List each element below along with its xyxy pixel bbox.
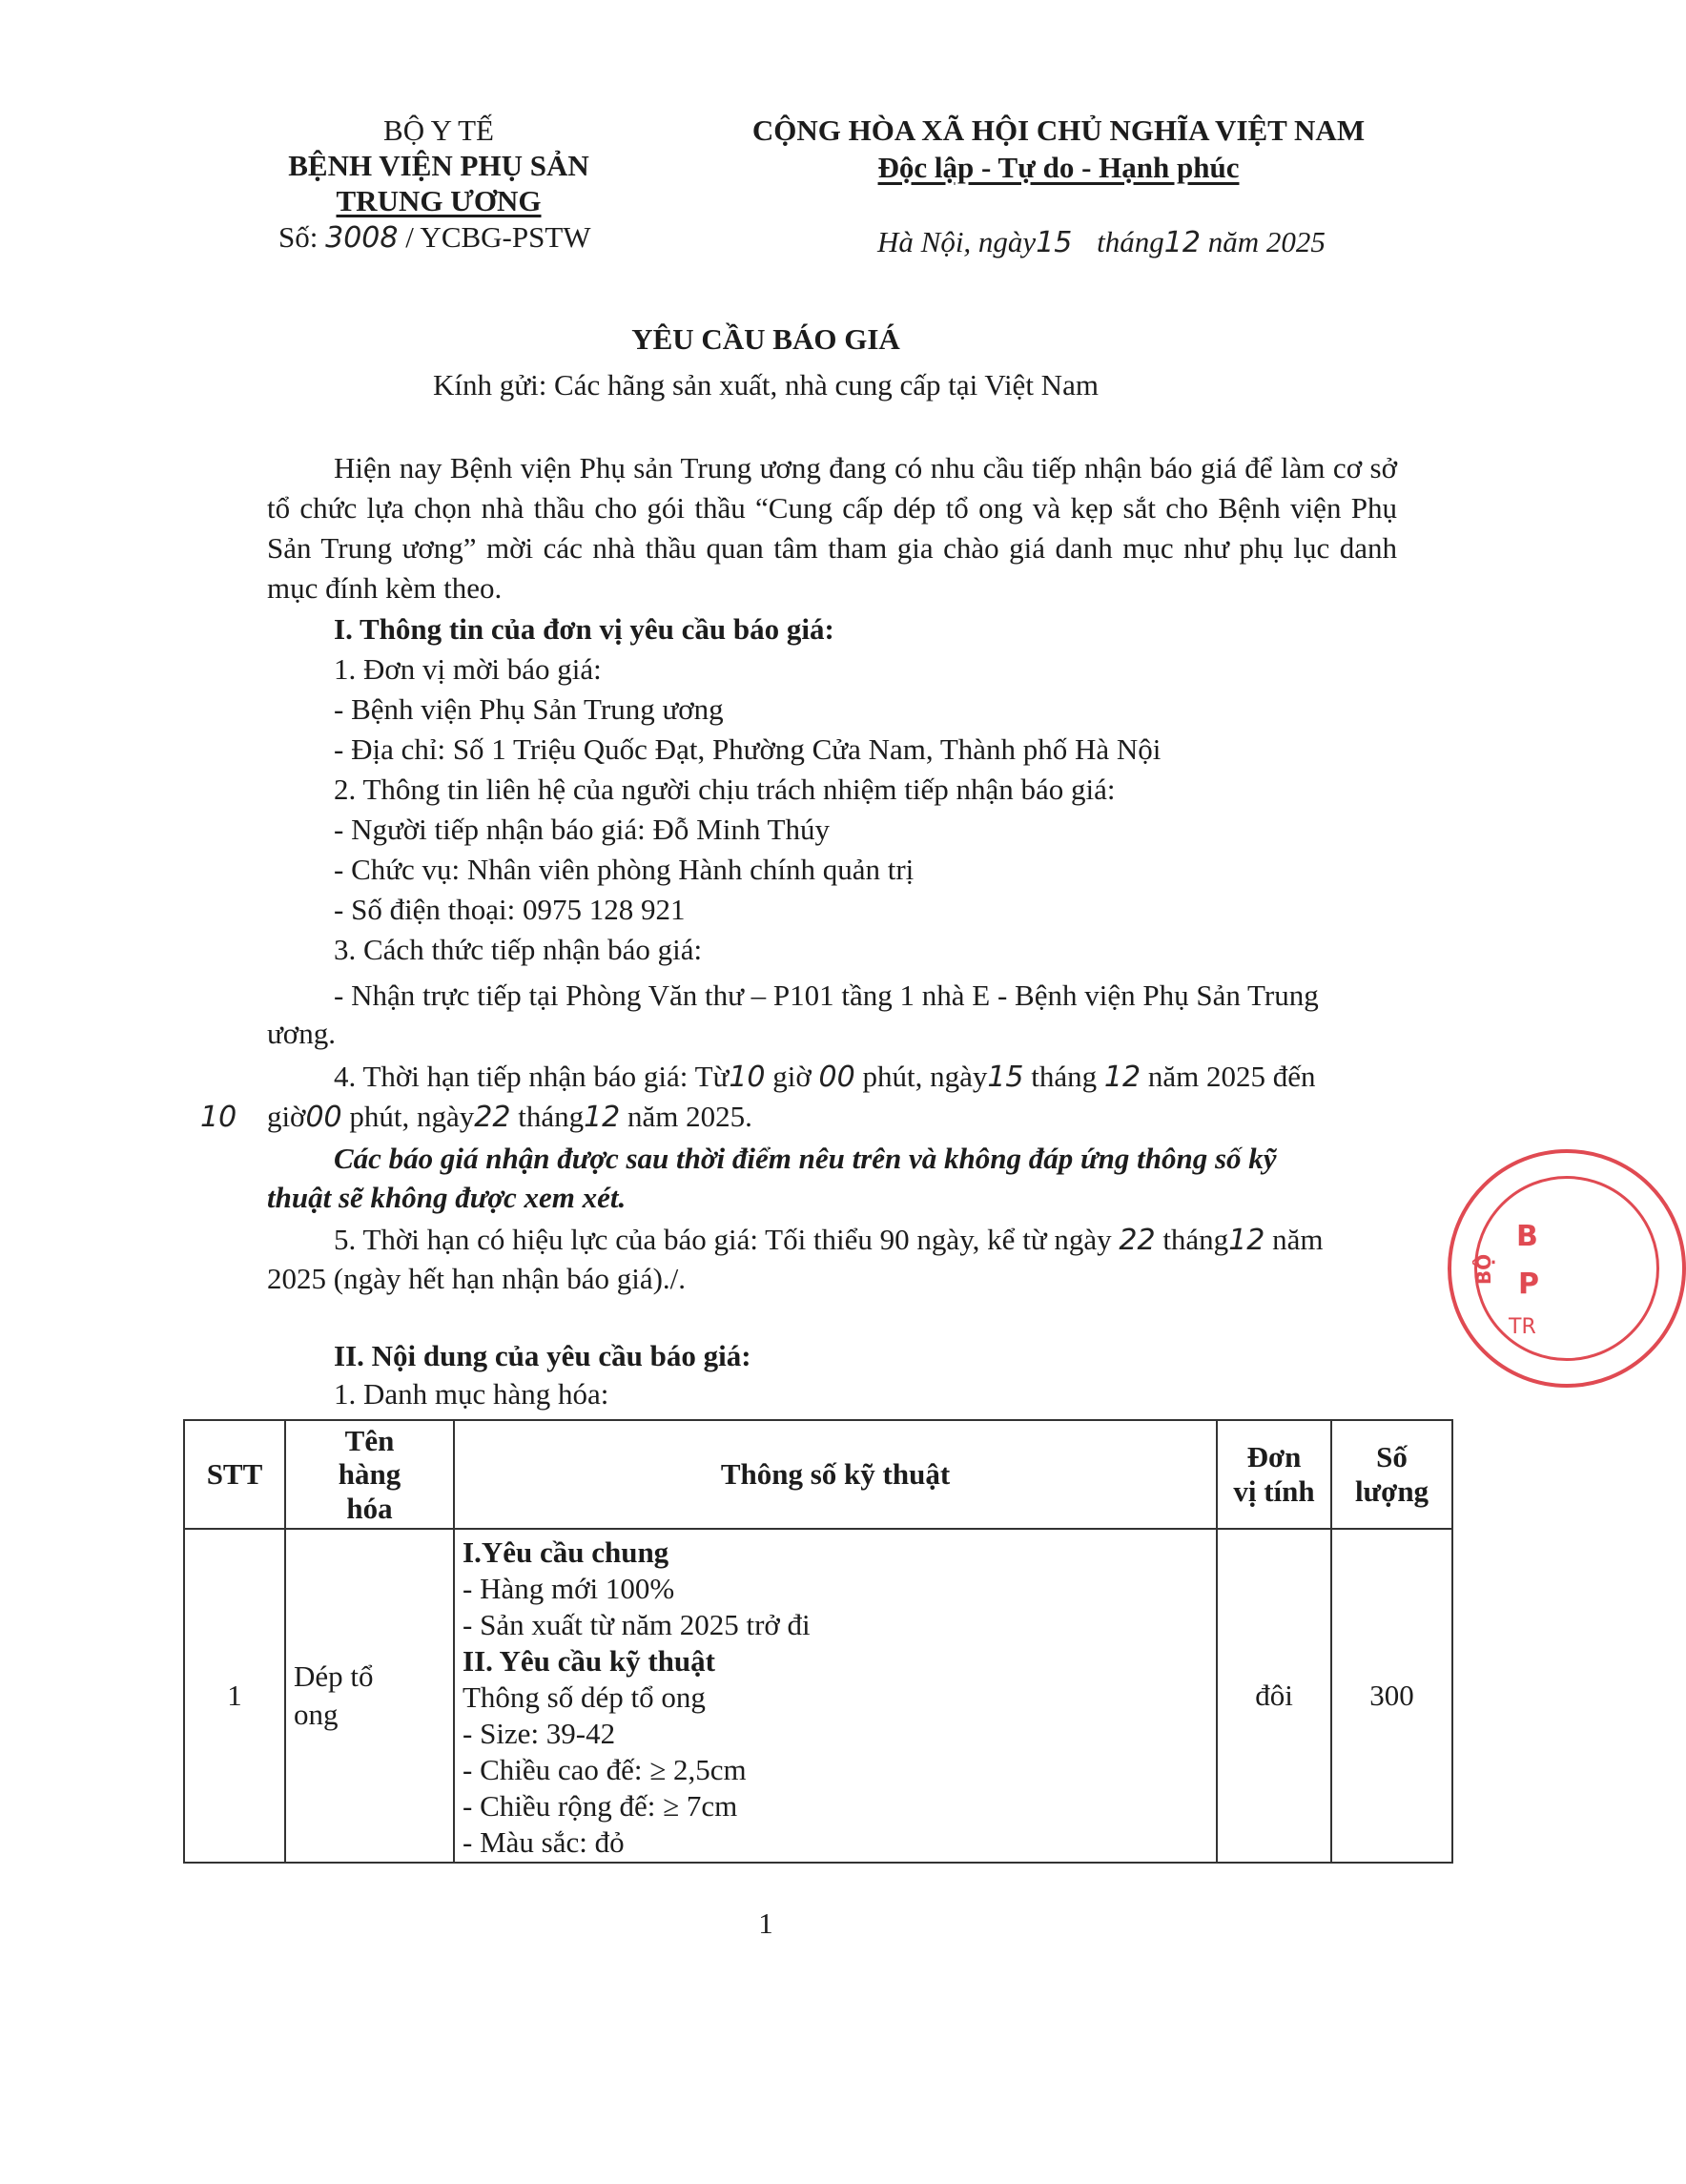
header-quantity — [1331, 1420, 1452, 1529]
deadline-text-e: tháng — [1031, 1060, 1098, 1093]
section1-heading: I. Thông tin của đơn vị yêu cầu báo giá: — [334, 612, 834, 646]
validity-month: 12 — [1228, 1224, 1265, 1257]
date-month-handwritten: 12 — [1163, 226, 1201, 259]
date-day-handwritten: 15 — [1036, 226, 1073, 259]
deadline-day1: 15 — [987, 1061, 1024, 1094]
receiver-position: - Chức vụ: Nhân viên phòng Hành chính quản trị — [334, 853, 915, 886]
receive-method-line2: ương. — [267, 1017, 336, 1050]
spec-line: - Sản xuất từ năm 2025 trở đi — [463, 1608, 811, 1641]
row-stt: 1 — [184, 1529, 285, 1863]
row-goods-name-1: Dép tổ — [294, 1659, 374, 1693]
section2-heading: II. Nội dung của yêu cầu báo giá: — [334, 1339, 751, 1372]
spec-technical-heading: II. Yêu cầu kỹ thuật — [463, 1644, 715, 1678]
deadline-line1 — [334, 1059, 1315, 1095]
stamp-center-letter-3: TR — [1509, 1315, 1536, 1339]
deadline-month2: 12 — [584, 1101, 621, 1134]
deadline-text-a: 4. Thời hạn tiếp nhận báo giá: Từ — [334, 1060, 730, 1093]
spec-general-heading: I.Yêu cầu chung — [463, 1535, 669, 1569]
date-place: Hà Nội, ngày — [877, 225, 1037, 258]
table-header-row — [184, 1420, 1452, 1529]
hospital-name-line1: BỆNH VIỆN PHỤ SẢN — [288, 149, 589, 182]
header-unit — [1217, 1420, 1331, 1529]
hospital-name-line2: TRUNG ƯƠNG — [336, 184, 542, 217]
goods-table — [183, 1419, 1453, 1864]
validity-text-c: năm — [1272, 1223, 1324, 1256]
header-unit-1: Đơn — [1246, 1440, 1302, 1474]
stamp-center-letter-2: P — [1518, 1267, 1539, 1301]
official-stamp — [1448, 1149, 1686, 1388]
deadline-minute2: 00 — [305, 1101, 342, 1134]
late-quote-note-line1: Các báo giá nhận được sau thời điểm nêu trên và không đáp ứng thông số kỹ — [334, 1142, 1277, 1175]
deadline-text-c: phút, ngày — [862, 1060, 988, 1093]
section1-item1: 1. Đơn vị mời báo giá: — [334, 652, 602, 686]
validity-day: 22 — [1119, 1224, 1156, 1257]
deadline-text-g: giờ — [266, 1100, 306, 1133]
stamp-center-letter-1: B — [1516, 1220, 1538, 1253]
header-quantity-1: Số — [1376, 1440, 1408, 1474]
ministry-name: BỘ Y TẾ — [383, 113, 494, 147]
deadline-day2: 22 — [474, 1101, 511, 1134]
deadline-text-j: tháng — [518, 1100, 585, 1133]
header-goods-name-3: hóa — [346, 1491, 393, 1525]
header-goods-name-1: Tên — [344, 1423, 395, 1457]
stamp-ring-text: BỘ — [1472, 1253, 1496, 1286]
header-spec: Thông số kỹ thuật — [454, 1420, 1217, 1529]
spec-line: Thông số dép tổ ong — [463, 1680, 706, 1714]
header-unit-2: vị tính — [1233, 1474, 1315, 1508]
spec-line: - Chiều cao đế: ≥ 2,5cm — [463, 1753, 747, 1786]
table-row — [184, 1529, 1452, 1863]
deadline-line2 — [200, 1099, 752, 1135]
deadline-text-f: năm 2025 đến — [1147, 1060, 1316, 1093]
country-name: CỘNG HÒA XÃ HỘI CHỦ NGHĨA VIỆT NAM — [751, 113, 1366, 147]
late-quote-note-line2: thuật sẽ không được xem xét. — [267, 1181, 627, 1214]
row-goods-name-2: ong — [294, 1698, 339, 1731]
unit-name: - Bệnh viện Phụ Sản Trung ương — [334, 692, 724, 726]
receiver-phone: - Số điện thoại: 0975 128 921 — [334, 893, 686, 926]
deadline-text-b: giờ — [772, 1060, 812, 1093]
section1-item2: 2. Thông tin liên hệ của người chịu trách nhiệm tiếp nhận báo giá: — [334, 773, 1116, 806]
document-number — [278, 219, 591, 256]
section1-item3: 3. Cách thức tiếp nhận báo giá: — [334, 933, 703, 966]
validity-line1 — [334, 1222, 1324, 1258]
row-goods-name — [285, 1529, 454, 1863]
document-date — [877, 224, 1326, 260]
date-year: năm 2025 — [1207, 225, 1326, 258]
receiver-name: - Người tiếp nhận báo giá: Đỗ Minh Thúy — [334, 813, 830, 846]
doc-no-handwritten: 3008 — [325, 221, 399, 255]
recipient: Kính gửi: Các hãng sản xuất, nhà cung cấp tại Việt Nam — [433, 368, 1099, 402]
section2-item1: 1. Danh mục hàng hóa: — [334, 1377, 609, 1411]
intro-paragraph: Hiện nay Bệnh viện Phụ sản Trung ương đang có nhu cầu tiếp nhận báo giá để làm cơ sở tổ chức lựa chọn nhà thầu cho gói thầu “Cung cấp dép tổ ong và kẹp sắt cho Bệnh viện Phụ Sản Trung ương” mời các nhà thầu quan tâm tham gia chào giá danh mục như phụ lục danh mục đính kèm theo. — [267, 451, 1397, 605]
unit-address: - Địa chỉ: Số 1 Triệu Quốc Đạt, Phường Cửa Nam, Thành phố Hà Nội — [334, 732, 1162, 766]
validity-line2: 2025 (ngày hết hạn nhận báo giá)./. — [267, 1262, 687, 1295]
page-number: 1 — [758, 1906, 773, 1940]
validity-text-a: 5. Thời hạn có hiệu lực của báo giá: Tối thiểu 90 ngày, kể từ ngày — [334, 1223, 1112, 1256]
validity-text-b: tháng — [1162, 1223, 1229, 1256]
deadline-text-k: năm 2025. — [627, 1100, 752, 1133]
stamp-inner-ring — [1474, 1176, 1659, 1361]
deadline-minute1: 00 — [818, 1061, 855, 1094]
national-motto: Độc lập - Tự do - Hạnh phúc — [877, 151, 1240, 184]
spec-line: - Chiều rộng đế: ≥ 7cm — [463, 1789, 738, 1823]
row-unit: đôi — [1217, 1529, 1331, 1863]
deadline-month1: 12 — [1103, 1061, 1141, 1094]
header-goods-name — [285, 1420, 454, 1529]
doc-no-prefix: Số: — [278, 220, 319, 254]
spec-line: - Hàng mới 100% — [463, 1572, 675, 1605]
row-quantity: 300 — [1331, 1529, 1452, 1863]
header-stt: STT — [184, 1420, 285, 1529]
row-spec — [454, 1529, 1217, 1863]
deadline-hour2: 10 — [200, 1101, 237, 1134]
header-goods-name-2: hàng — [338, 1457, 401, 1492]
header-quantity-2: lượng — [1354, 1474, 1429, 1508]
date-month-label: tháng — [1097, 225, 1164, 258]
doc-no-suffix: / YCBG-PSTW — [405, 220, 591, 254]
deadline-hour1: 10 — [729, 1061, 766, 1094]
receive-method-line1: - Nhận trực tiếp tại Phòng Văn thư – P101 tầng 1 nhà E - Bệnh viện Phụ Sản Trung — [334, 979, 1319, 1012]
spec-line: - Màu sắc: đỏ — [463, 1825, 625, 1859]
document-title: YÊU CẦU BÁO GIÁ — [631, 322, 900, 356]
deadline-text-i: phút, ngày — [349, 1100, 475, 1133]
spec-line: - Size: 39-42 — [463, 1717, 616, 1750]
